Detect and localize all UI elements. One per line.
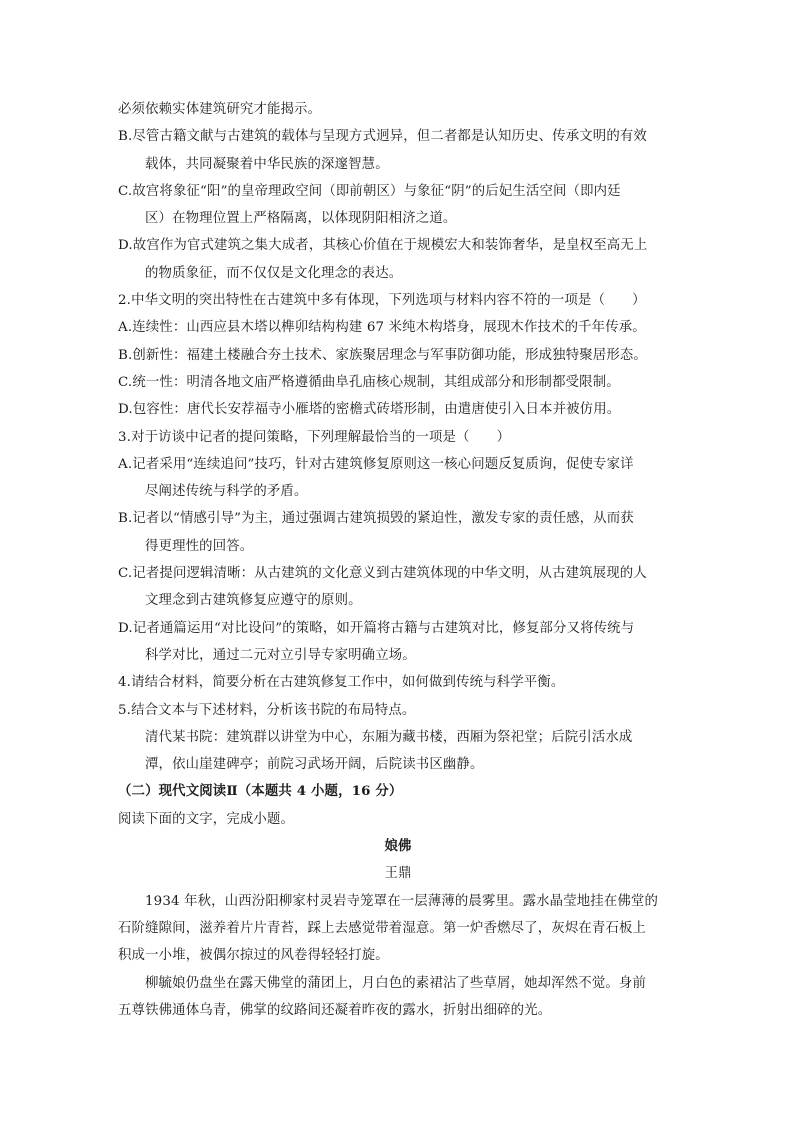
text-line: C.统一性：明清各地文庙严格遵循曲阜孔庙核心规制，其组成部分和形制都受限制。 xyxy=(118,374,620,390)
text-line: 区）在物理位置上严格隔离，以体现阴阳相济之道。 xyxy=(145,211,457,227)
text-line: 娘佛 xyxy=(384,838,412,855)
text-line: 5.结合文本与下述材料，分析该书院的布局特点。 xyxy=(118,702,416,718)
text-line: 王鼎 xyxy=(384,866,412,882)
text-line: A.记者采用“连续追问”技巧，针对古建筑修复原则这一核心问题反复质询，促使专家详 xyxy=(118,456,634,472)
text-line: 尽阐述传统与科学的矛盾。 xyxy=(145,484,308,500)
text-line: B.记者以“情感引导”为主，通过强调古建筑损毁的紧迫性，激发专家的责任感，从而获 xyxy=(118,511,634,527)
text-line: 石阶缝隙间，滋养着片片青苔，踩上去感觉带着湿意。第一炉香燃尽了，灰烬在青石板上 xyxy=(118,920,647,936)
text-line: 1934 年秋，山西汾阳柳家村灵岩寺笼罩在一层薄薄的晨雾里。露水晶莹地挂在佛堂的 xyxy=(145,893,659,909)
text-line: 得更理性的回答。 xyxy=(145,538,254,554)
text-line: 积成一小堆，被偶尔掠过的风卷得轻轻打旋。 xyxy=(118,948,389,964)
text-line: D.故宫作为官式建筑之集大成者，其核心价值在于规模宏大和装饰奢华，是皇权至高无上 xyxy=(118,238,648,254)
text-line: 必须依赖实体建筑研究才能揭示。 xyxy=(118,102,322,117)
text-line: B.尽管古籍文献与古建筑的载体与呈现方式迥异，但二者都是认知历史、传承文明的有效 xyxy=(118,129,647,145)
text-line: 2.中华文明的突出特性在古建筑中多有体现，下列选项与材料内容不符的一项是（ ） xyxy=(118,293,646,309)
document-page xyxy=(118,96,678,1024)
text-line: C.记者提问逻辑清晰：从古建筑的文化意义到古建筑体现的中华文明，从古建筑展现的人 xyxy=(118,566,647,582)
text-line: 4.请结合材料，简要分析在古建筑修复工作中，如何做到传统与科学平衡。 xyxy=(118,675,565,691)
text-line: 文理念到古建筑修复应遵守的原则。 xyxy=(145,593,362,609)
text-line: 柳毓娘仍盘坐在露天佛堂的蒲团上，月白色的素裙沾了些草屑，她却浑然不觉。身前 xyxy=(145,975,647,991)
text-line: （二）现代文阅读Ⅱ（本题共 4 小题，16 分） xyxy=(118,783,403,800)
text-line: D.包容性：唐代长安荐福寺小雁塔的密檐式砖塔形制，由遣唐使引入日本并被仿用。 xyxy=(118,402,621,418)
text-line: 载体，共同凝聚着中华民族的深邃智慧。 xyxy=(145,156,389,172)
text-line: 潭，依山崖建碑亭；前院习武场开阔，后院读书区幽静。 xyxy=(145,757,484,773)
text-line: C.故宫将象征“阳”的皇帝理政空间（即前朝区）与象征“阴”的后妃生活空间（即内廷 xyxy=(118,183,621,199)
text-line: 的物质象征，而不仅仅是文化理念的表达。 xyxy=(145,265,403,281)
text-line: D.记者通篇运用“对比设问”的策略，如开篇将古籍与古建筑对比，修复部分又将传统与 xyxy=(118,620,635,636)
text-line: 3.对于访谈中记者的提问策略，下列理解最恰当的一项是（ ） xyxy=(118,429,511,445)
text-line: 清代某书院：建筑群以讲堂为中心，东厢为藏书楼，西厢为祭祀堂；后院引活水成 xyxy=(145,729,633,745)
text-line: 五尊铁佛通体乌青，佛掌的纹路间还凝着昨夜的露水，折射出细碎的光。 xyxy=(118,1002,552,1018)
text-line: A.连续性：山西应县木塔以榫卯结构构建 67 米纯木构塔身，展现木作技术的千年传承。 xyxy=(118,320,646,336)
text-line: 科学对比，通过二元对立引导专家明确立场。 xyxy=(145,647,416,663)
text-line: B.创新性：福建土楼融合夯土技术、家族聚居理念与军事防御功能，形成独特聚居形态。 xyxy=(118,347,647,363)
text-line: 阅读下面的文字，完成小题。 xyxy=(118,811,295,827)
